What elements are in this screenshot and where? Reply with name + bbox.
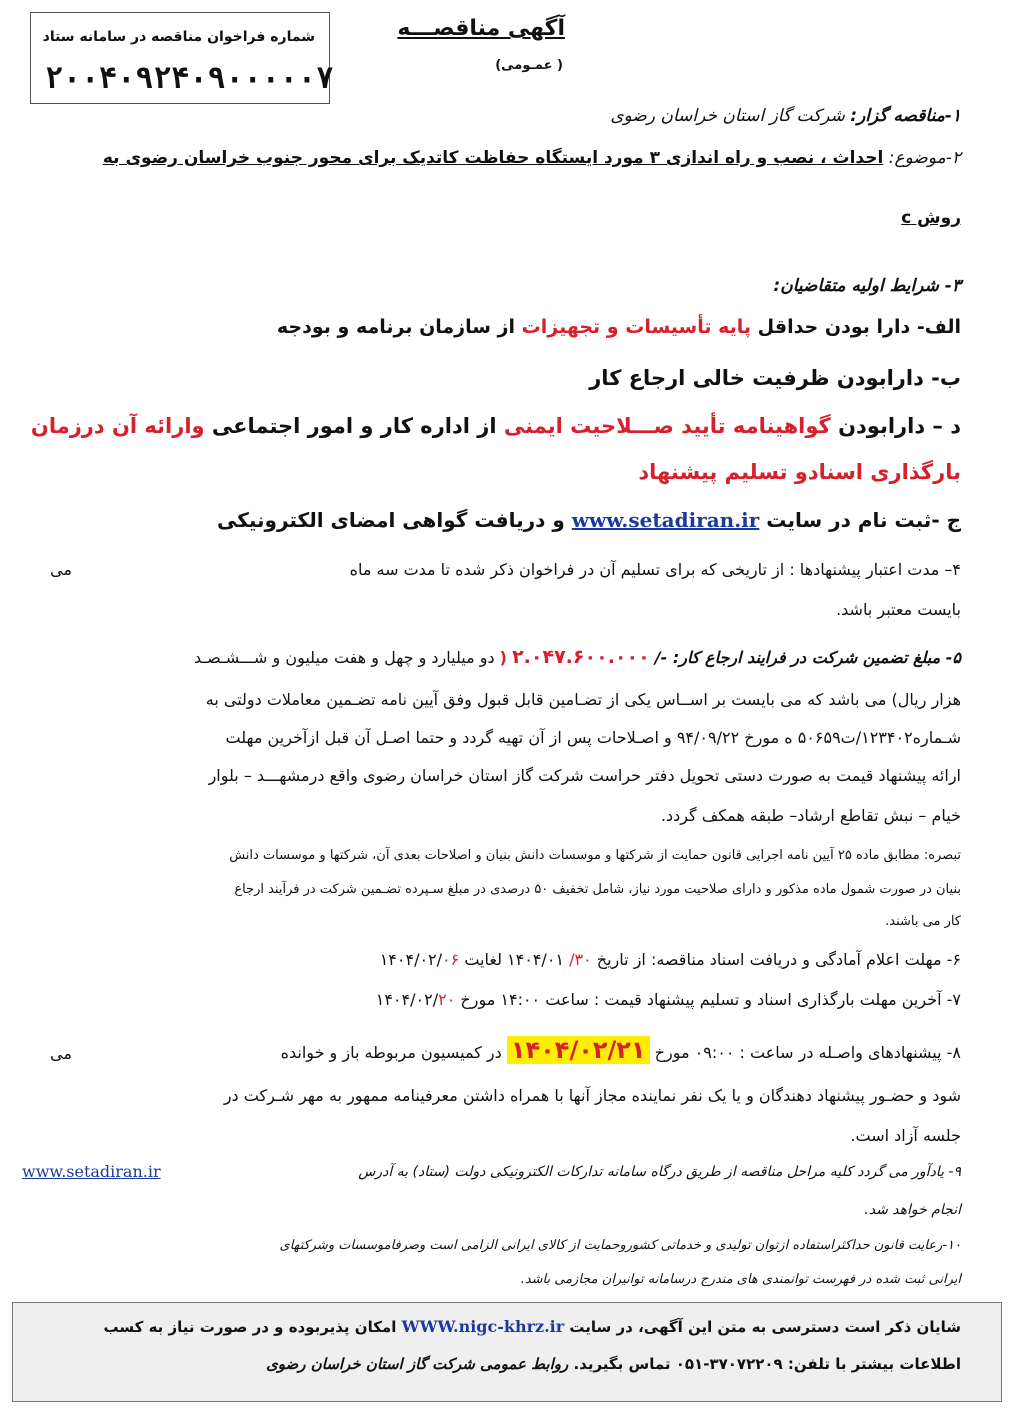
footer-r2-pre: اطلاعات بیشتر با تلفن: — [787, 1355, 961, 1373]
item-6-date2-day: ۰۶ — [442, 950, 460, 969]
item-2-value: احداث ، نصب و راه اندازی ۳ مورد ایستگاه حفاظت کاتدیک برای محور جنوب خراسان رضوی به — [102, 148, 884, 168]
item-7-pre: ۷- آخرین مهلت بارگذاری اسناد و تسلیم پیشنهاد قیمت : ساعت ۱۴:۰۰ مورخ — [460, 990, 961, 1009]
item-6-mid: لغایت — [464, 950, 502, 969]
item-1-value: شرکت گاز استان خراسان رضوی — [610, 106, 845, 126]
item-6-date1: ۱۴۰۴/۰۱ — [507, 950, 564, 969]
footer-r1-post: امکان پذیربوده و در صورت نیاز به کسب — [103, 1318, 397, 1336]
condition-d-red2: وارائه آن درزمان — [30, 414, 205, 438]
setadiran-link[interactable]: www.setadiran.ir — [571, 508, 760, 532]
item-8-post: در کمیسیون مربوطه باز و خوانده — [280, 1043, 502, 1062]
setad-number-box — [30, 12, 334, 104]
condition-d-pre: د – دارابودن — [838, 414, 961, 438]
condition-j — [217, 508, 961, 532]
condition-a — [277, 316, 961, 338]
footer-box — [12, 1302, 1002, 1402]
item-5 — [194, 646, 961, 668]
item-5-amount: ۲.۰۴۷.۶۰۰.۰۰۰ — [512, 646, 650, 668]
condition-a-pre: الف- دارا بودن حداقل — [757, 316, 961, 338]
note-line-3: کار می باشند. — [885, 914, 961, 929]
setad-number: ۲۰۰۴۰۹۲۴۰۹۰۰۰۰۰۷ — [45, 61, 334, 96]
condition-a-post: از سازمان برنامه و بودجه — [276, 316, 516, 338]
item-5-words: دو میلیارد و چهل و هفت میلیون و شـــشـصـد — [194, 648, 495, 667]
item-5-label: ۵- مبلغ تضمین شرکت در فرایند ارجاع کار: -/ — [654, 648, 961, 667]
item-1 — [610, 106, 961, 126]
page-subtitle: ( عمـومی) — [495, 58, 563, 73]
condition-d-mid: از اداره کار و امور اجتماعی — [211, 414, 497, 438]
footer-r1-pre: شایان ذکر است دسترسی به متن این آگهی، در سایت — [569, 1318, 961, 1336]
condition-b: ب- دارابودن ظرفیت خالی ارجاع کار — [589, 366, 961, 390]
note-line-2: بنیان در صورت شمول ماده مذکور و دارای صلاحیت مورد نیاز، شامل تخفیف ۵۰ درصدی در مبلغ سـپرده تضـمین شرکت در فرآیند ارجاع — [234, 882, 961, 897]
item-9-setadiran-link[interactable]: www.setadiran.ir — [22, 1162, 161, 1181]
setad-caption: شماره فراخوان مناقصه در سامانه ستاد — [42, 29, 315, 45]
footer-r2-post: روابط عمومی شرکت گاز استان خراسان رضوی — [266, 1355, 569, 1373]
condition-a-red: پایه تأسیسات و تجهیزات — [521, 316, 752, 338]
condition-d-cont: بارگذاری اسنادو تسلیم پیشنهاد — [638, 460, 961, 484]
page-title: آگهی مناقصـــه — [397, 16, 565, 41]
condition-d-red1: گواهینامه تأیید صـــلاحیت ایمنی — [503, 414, 831, 438]
item-10: ۱۰-رعایت قانون حداکثراستفاده ازتوان تولیدی و خدماتی کشوروحمایت از کالای ایرانی الزامی است وصرفاموسسات وشرکتهای — [279, 1238, 961, 1253]
item-5-line-2: هزار ریال) می باشد که می بایست بر اســاس یکی از تضـامین قابل قبول وفق آیین نامه تضـمین معاملات دولتی به — [205, 690, 961, 709]
item-5-line-3: شـماره۱۲۳۴۰۲/ت۵۰۶۵۹ ه مورخ ۹۴/۰۹/۲۲ و اصـلاحات پس از آن تهیه گردد و حتما اصـل آن قبل ازآخرین مهلت — [225, 728, 961, 747]
nigc-link[interactable]: WWW.nigc-khrz.ir — [401, 1317, 565, 1336]
item-10-cont: ایرانی ثبت شده در فهرست توانمندی های مندرج درسامانه توانیران مجازمی باشد. — [520, 1272, 961, 1287]
item-9-text: ۹- یادآور می گردد کلیه مراحل مناقصه از طریق درگاه سامانه تدارکات الکترونیکی دولت (ستاد) به آدرس — [358, 1164, 961, 1180]
condition-d — [31, 414, 961, 438]
item-2-value-cont: روش c — [901, 208, 961, 228]
item-6-day: ۳۰/ — [569, 950, 592, 969]
item-1-label: ۱-مناقصه گزار: — [850, 106, 961, 126]
item-6-date2 — [380, 950, 460, 969]
item-8-date-highlight: ۱۴۰۴/۰۲/۲۱ — [507, 1036, 650, 1064]
item-7-date-day: ۲۰ — [438, 990, 456, 1009]
item-8-mi: می — [50, 1044, 72, 1063]
item-7 — [376, 990, 961, 1009]
item-5-paren: ( — [499, 648, 507, 667]
item-7-date — [376, 990, 456, 1009]
item-8-line-2: شود و حضـور پیشنهاد دهندگان و یا یک نفر نماینده مجاز آنها با همراه داشتن معرفینامه ممهور به مهر شـرکت در — [223, 1086, 961, 1105]
item-5-line-5: خیام – نبش تقاطع ارشاد– طبقه همکف گردد. — [660, 806, 961, 825]
item-9 — [358, 1164, 961, 1180]
footer-r2-mid: تماس بگیرید. — [573, 1355, 671, 1373]
item-8-line-3: جلسه آزاد است. — [850, 1126, 961, 1145]
item-6-pre: ۶- مهلت اعلام آمادگی و دریافت اسناد مناقصه: از تاریخ — [596, 950, 961, 969]
item-3-label: ۳- شرایط اولیه متقاضیان: — [773, 276, 961, 296]
item-4-mi: می — [50, 560, 72, 579]
note-line-1: تبصره: مطابق ماده ۲۵ آیین نامه اجرایی قانون حمایت از شرکتها و موسسات دانش بنیان و اصلاحات بعدی آن، شرکتها و موسسات دانش — [229, 848, 961, 863]
condition-j-pre: ج -ثبت نام در سایت — [766, 508, 961, 532]
item-7-date-prefix: ۱۴۰۴/۰۲/ — [375, 990, 439, 1009]
item-4-cont: بایست معتبر باشد. — [836, 600, 961, 619]
condition-j-post: و دریافت گواهی امضای الکترونیکی — [216, 508, 565, 532]
item-4: ۴– مدت اعتبار پیشنهادها : از تاریخی که برای تسلیم آن در فراخوان ذکر شده تا مدت سه ماه — [349, 560, 961, 579]
item-2-label: ۲-موضوع: — [888, 148, 961, 168]
item-8 — [281, 1036, 961, 1064]
item-5-line-4: ارائه پیشنهاد قیمت به صورت دستی تحویل دفتر حراست شرکت گاز استان خراسان رضوی واقع درمشهـــد – بلوار — [208, 766, 961, 785]
footer-row-1 — [103, 1317, 961, 1336]
item-2 — [103, 148, 961, 168]
item-8-pre: ۸- پیشنهادهای واصـله در ساعت : ۰۹:۰۰ مورخ — [654, 1043, 961, 1062]
footer-row-2 — [266, 1355, 961, 1373]
item-9-cont: انجام خواهد شد. — [864, 1202, 961, 1218]
footer-phone: ۰۵۱-۳۷۰۷۲۲۰۹ — [675, 1355, 783, 1373]
item-6 — [380, 950, 961, 969]
item-6-date2-prefix: ۱۴۰۴/۰۲/ — [379, 950, 443, 969]
